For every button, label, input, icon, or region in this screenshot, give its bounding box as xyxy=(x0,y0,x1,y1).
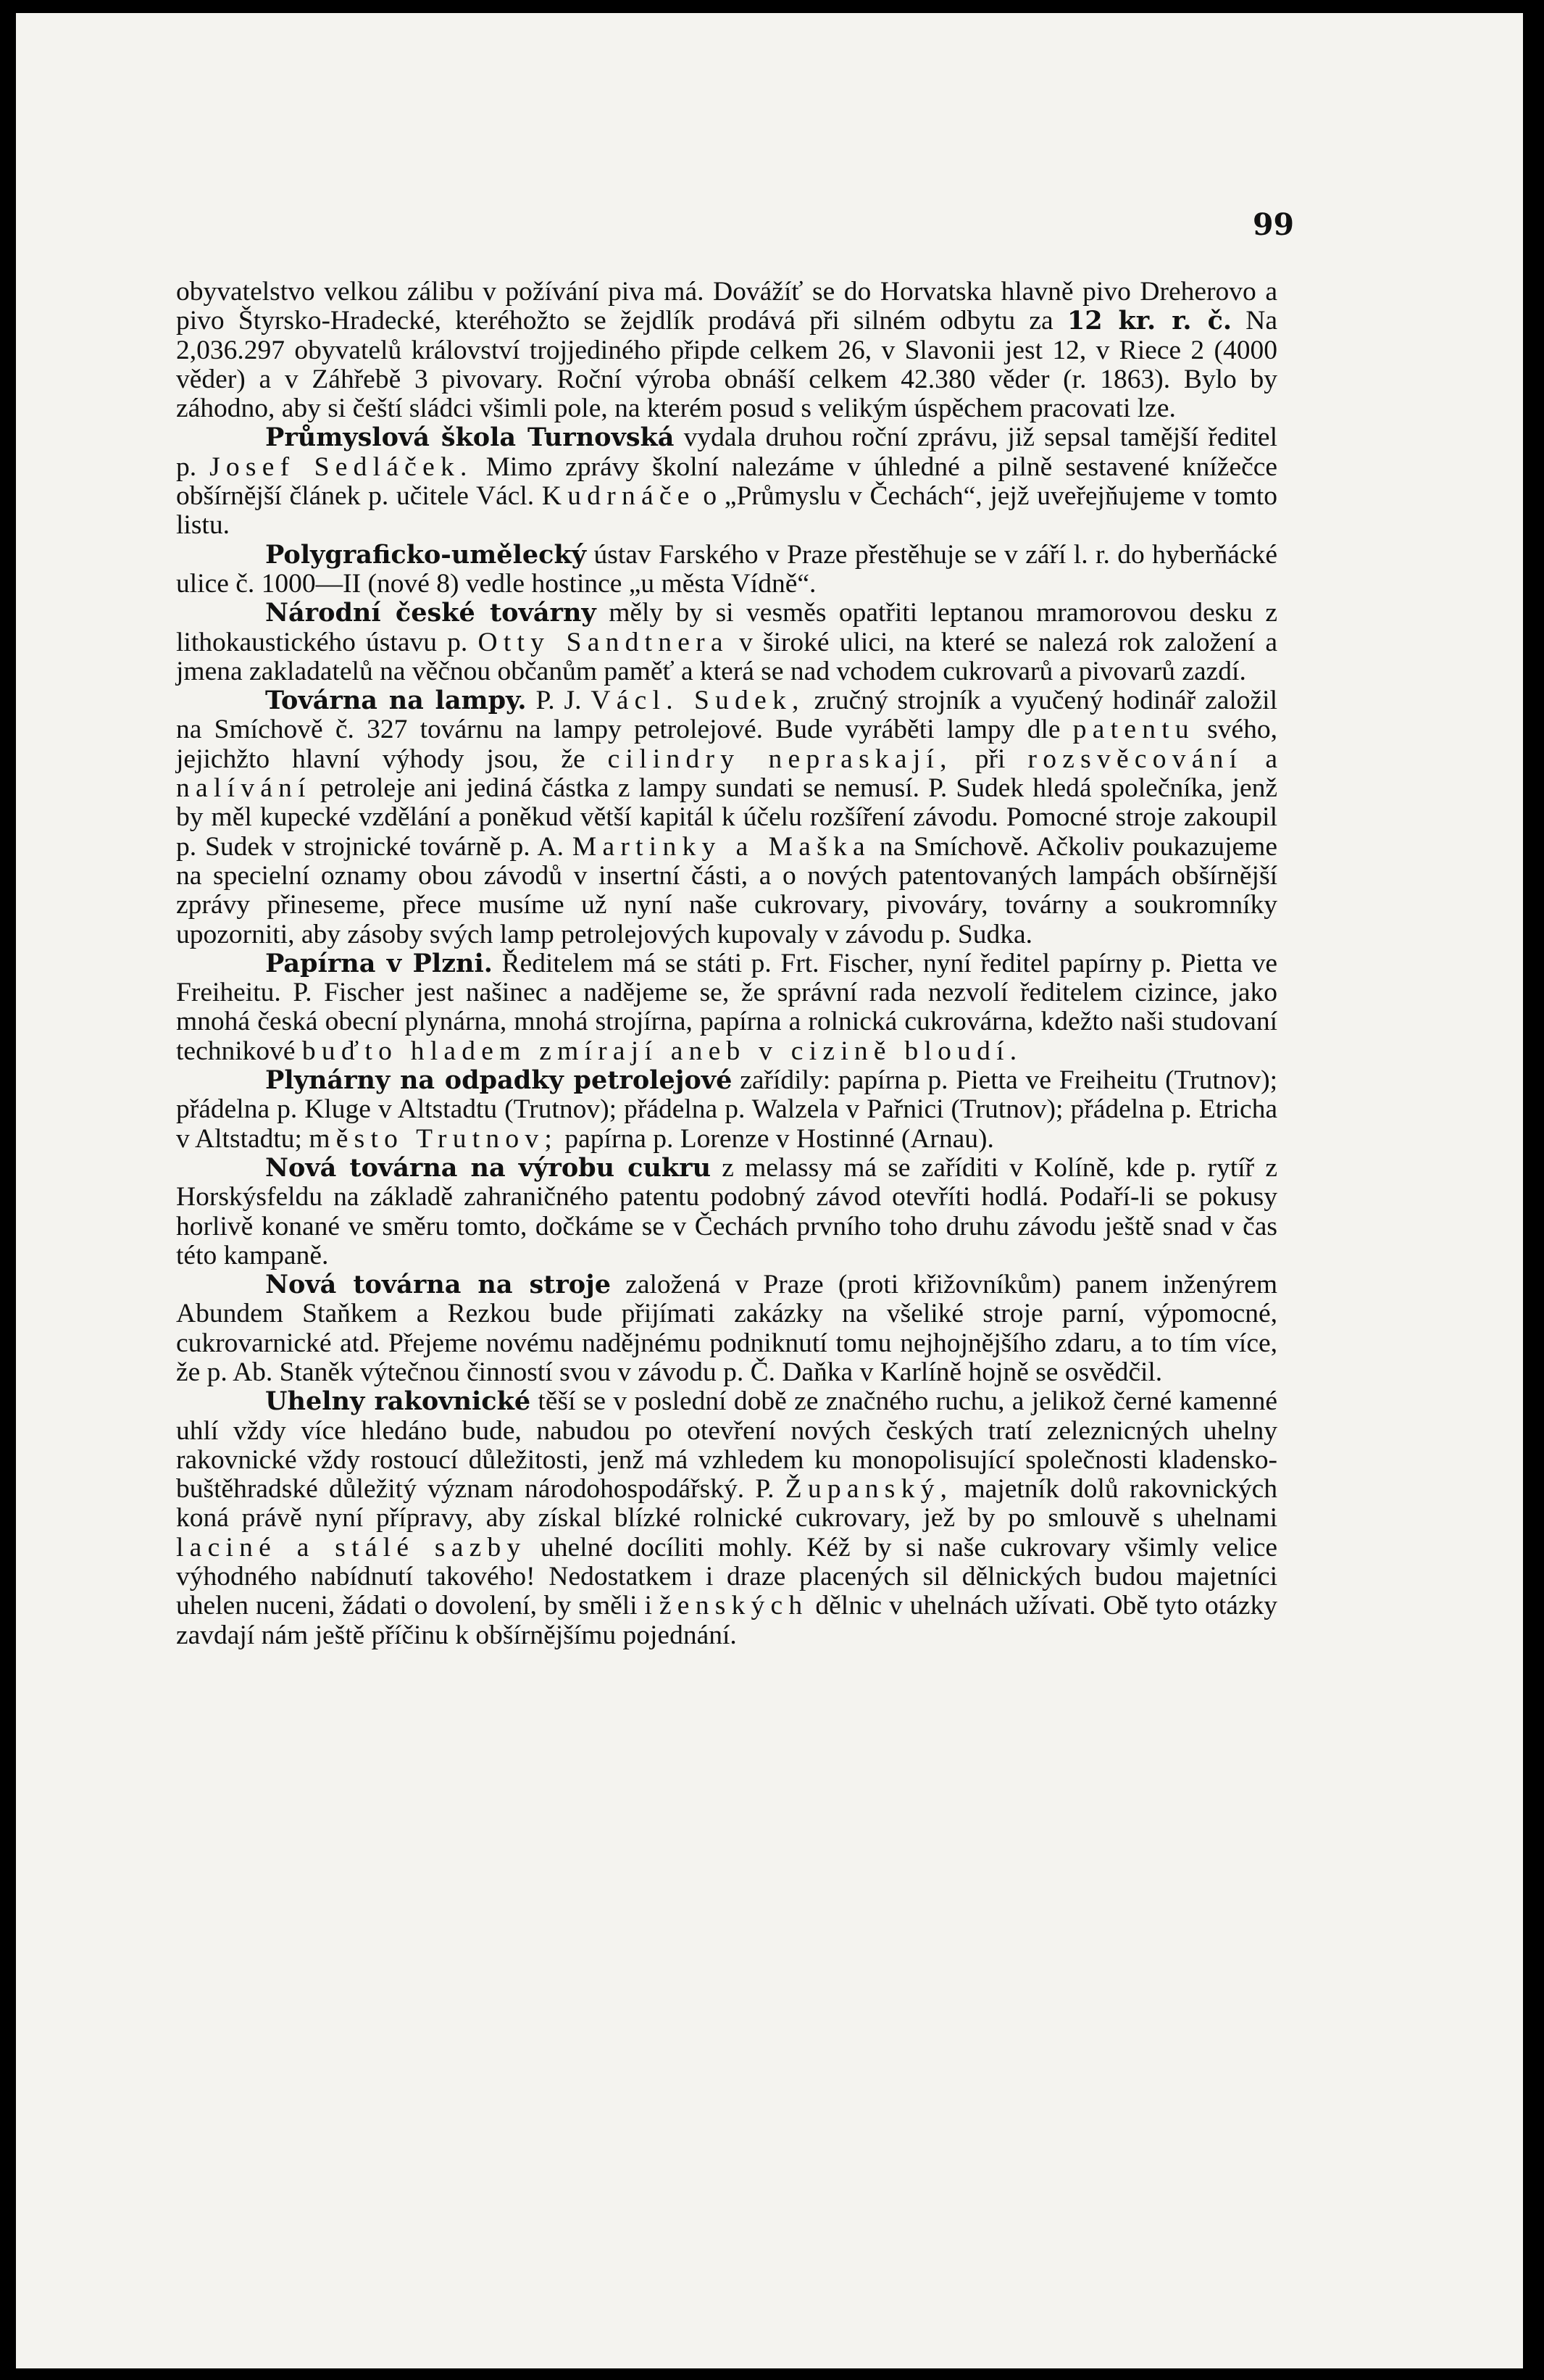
paragraph xyxy=(176,949,1277,1066)
paragraph-heading: 12 kr. r. č. xyxy=(1067,306,1232,336)
paragraph-text: při xyxy=(952,744,1028,774)
spaced-text: Josef Sedláček. xyxy=(209,452,473,482)
spaced-text: Martinky a Maška xyxy=(572,831,871,862)
spaced-text: laciné a stálé sazby xyxy=(176,1532,527,1563)
paragraph-text: vydala druhou roční zprávu, již sepsal tamější ředitel p. xyxy=(176,423,1277,482)
paragraph xyxy=(176,1387,1277,1650)
paragraph-text: Mimo zprávy školní nalezáme v úhledné a pilně sestavené knížečce obšírnější článek p. učitele Václ. xyxy=(176,452,1278,512)
paragraph-text: dělnic v uhelnách užívati. Obě tyto otázky zavdají nám ještě příčinu k obšírnějšímu pojednání. xyxy=(176,1591,1277,1650)
paragraph-text: zručný strojník a vyučený hodinář založil na Smíchově č. 327 továrnu na lampy petrolejové. Bude vyráběti lampy dle xyxy=(176,686,1278,745)
paragraph-text: založená v Praze (proti křižovníkům) panem inženýrem Abundem Staňkem a Rezkou bude přijímati zakázky na všeliké stroje parní, výpomocné, cukrovarnické atd. Přejeme novému nadějnému podniknutí tomu nejhojnějšího zdaru, a to tím více, že p. Ab. Staněk výtečnou činností svou v závodu p. Č. Daňka v Karlíně hojně se osvědčil. xyxy=(176,1270,1277,1387)
paragraph xyxy=(176,1066,1277,1154)
paragraph-text: papírna p. Lorenze v Hostinné (Arnau). xyxy=(558,1123,994,1154)
spaced-text: Kudrnáče xyxy=(541,481,696,512)
paragraph xyxy=(176,599,1277,686)
paragraph-heading: Nová továrna na stroje xyxy=(265,1270,612,1300)
spaced-text: cilindry nepraskají, xyxy=(607,744,953,774)
paragraph xyxy=(176,1154,1277,1270)
paragraph-text: těší se v poslední době ze značného ruchu, a jelikož černé kamenné uhlí vždy více hledáno bude, nabudou po otevření nových českých tratí zeleznicných uhelny rakovnické vždy rostoucí důležitosti, jenž má vzhledem ku monopolisující společnosti kladensko-buštěhradské důležitý význam národohospodářský. P. xyxy=(176,1386,1277,1505)
paragraph-text: uhelné docíliti mohly. Kéž by si naše cukrovary všimly velice výhodného nabídnutí takového! Nedostatkem i draze placených sil dělnických budou majetníci uhelen nuceni, žádati o dovolení, by směli i xyxy=(176,1532,1277,1621)
paragraph xyxy=(176,541,1277,599)
paragraph xyxy=(176,278,1277,423)
spaced-text: Otty Sandtnera xyxy=(477,627,729,657)
paragraph-text: petroleje ani jediná částka z lampy sundati se nemusí. P. Sudek hledá společníka, jenž by měl kupecké vzdělání a poněkud větší kapitál k účelu rozšíření závodu. Pomocné stroje zakoupil p. Sudek v strojnické továrně p. A. xyxy=(176,773,1277,862)
article-text xyxy=(176,278,1277,1650)
paragraph-heading: Továrna na lampy. xyxy=(265,686,527,716)
paragraph-text: měly by si vesměs opatřiti leptanou mramorovou desku z lithokaustického ústavu p. xyxy=(176,598,1277,657)
paragraph-heading: Papírna v Plzni. xyxy=(265,948,493,978)
paragraph xyxy=(176,686,1277,949)
spaced-text: Županský, xyxy=(785,1474,953,1505)
spaced-text: město Trutnov; xyxy=(309,1123,559,1154)
spaced-text: ženských xyxy=(659,1591,809,1621)
paragraph-text: P. J. xyxy=(526,686,591,716)
page-number: 99 xyxy=(1253,207,1295,242)
paragraph-heading: Uhelny rakovnické xyxy=(265,1386,531,1417)
paragraph-text: v široké ulici, na které se nalezá rok založení a jmena zakladatelů na věčnou občanům paměť a která se nad vchodem cukrovarů a pivovarů zazdí. xyxy=(176,627,1277,686)
paragraph-text: zařídily: papírna p. Pietta ve Freiheitu (Trutnov); přádelna p. Kluge v Altstadtu (Trutnov); přádelna p. Walzela v Pařnici (Trutnov); přádelna p. Etricha v Altstadtu; xyxy=(176,1065,1278,1154)
paragraph-text: majetník dolů rakovnických koná právě nyní přípravy, aby získal blízké rolnické cukrovary, jež by po smlouvě s uhelnami xyxy=(176,1474,1277,1534)
paragraph-text: Na 2,036.297 obyvatelů království trojjediného připde celkem 26, v Slavonii jest 12, v Riece 2 (4000 věder) a v Záhřebě 3 pivovary. Roční výroba obnáší celkem 42.380 věder (r. 1863). Bylo by záhodno, aby si čeští sládci všimli pole, na kterém posud s velikým úspěchem pracovati lze. xyxy=(176,306,1277,424)
spaced-text: buďto hladem zmírají aneb v cizině bloudí. xyxy=(301,1036,1023,1066)
paragraph xyxy=(176,423,1277,540)
paragraph-text: z melassy má se zaříditi v Kolíně, kde p. rytíř z Horskýsfeldu na základě zahraničného patentu podobný závod otevříti hodlá. Podaří-li se pokusy horlivě konané ve směru tomto, dočkáme se v Čechách prvního toho druhu závodu ještě snad v čas této kampaně. xyxy=(176,1152,1277,1270)
spaced-text: rozsvěcování xyxy=(1027,744,1243,774)
paragraph-text: na Smíchově. Ačkoliv poukazujeme na specielní oznamy obou závodů v insertní části, a o nových patentovaných lampách obšírnější zprávy přineseme, přece musíme už nyní naše cukrovary, pivováry, továrny a soukromníky upozorniti, aby zásoby svých lamp petrolejových kupovaly v závodu p. Sudka. xyxy=(176,831,1277,949)
spaced-text: nalívání xyxy=(176,773,312,804)
paragraph-text: svého, jejichžto hlavní výhody jsou, že xyxy=(176,715,1277,774)
paragraph-heading: Plynárny na odpadky petrolejové xyxy=(265,1065,733,1096)
spaced-text: patentu xyxy=(1072,715,1195,745)
paragraph xyxy=(176,1270,1277,1387)
paragraph-heading: Nová továrna na výrobu cukru xyxy=(265,1152,712,1183)
paragraph-heading: Národní české továrny xyxy=(265,598,596,628)
paragraph-text: a xyxy=(1243,744,1277,774)
paragraph-heading: Polygraficko-umělecký xyxy=(265,539,587,570)
paragraph-text: ústav Farského v Praze přestěhuje se v září l. r. do hyberňácké ulice č. 1000—II (nové 8) vedle hostince „u města Vídně“. xyxy=(176,539,1277,599)
paragraph-text: Ředitelem má se státi p. Frt. Fischer, nyní ředitel papírny p. Pietta ve Freiheitu. P. Fischer jest našinec a nadějeme se, že správní rada nezvolí ředitelem cizince, jako mnohá česká obecní plynárna, mnohá strojírna, papírna a rolnická cukrovárna, kdežto naši studovaní technikové xyxy=(176,948,1277,1066)
paragraph-heading: Průmyslová škola Turnovská xyxy=(265,423,675,453)
paragraph-text: o „Průmyslu v Čechách“, jejž uveřejňujeme v tomto listu. xyxy=(176,481,1277,541)
paragraph-text: obyvatelstvo velkou zálibu v požívání piva má. Dovážíť se do Horvatska hlavně pivo Dreherovo a pivo Štyrsko-Hradecké, kteréhožto se žejdlík prodává při silném odbytu za xyxy=(176,277,1277,336)
spaced-text: Václ. Sudek, xyxy=(591,686,805,716)
